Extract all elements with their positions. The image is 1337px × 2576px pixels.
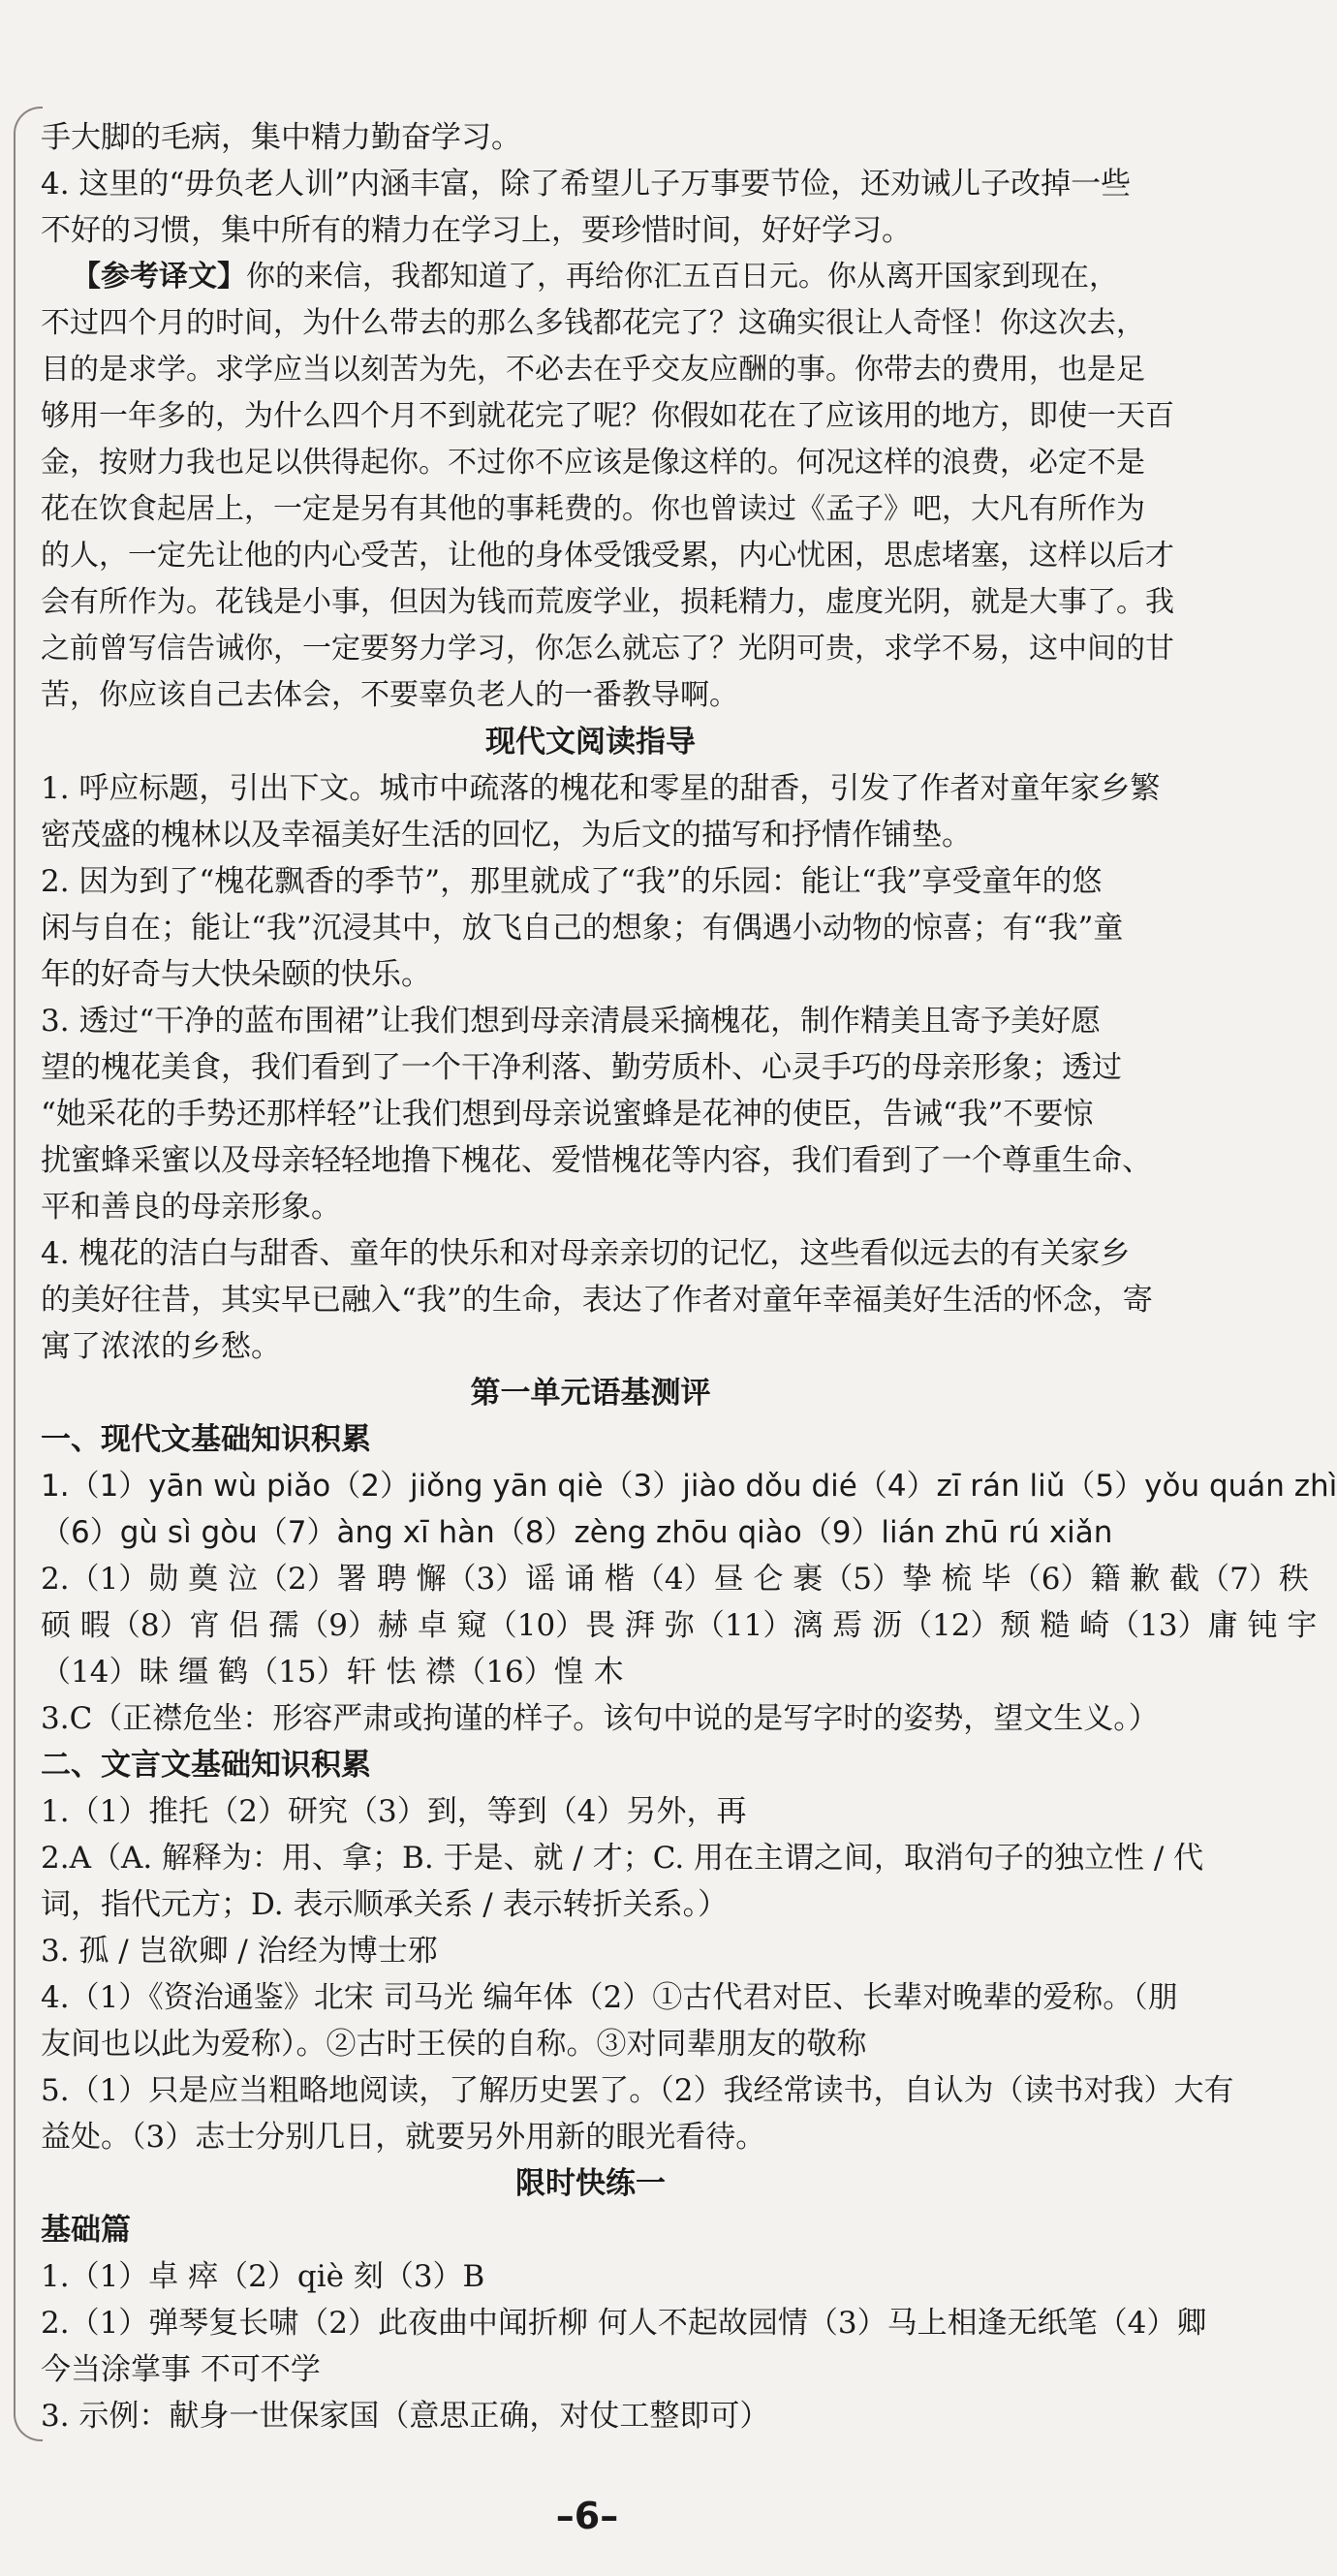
answer-line: 1.（1）yān wù piǎo（2）jiǒng yān qiè（3）jiào dǒu dié（4）zī rán liǔ（5）yǒu quán zhì: [41, 1469, 1337, 1504]
translation-line: 够用一年多的，为什么四个月不到就花完了呢？你假如花在了应该用的地方，即使一天百: [41, 399, 1174, 433]
answer-line: “她采花的手势还那样轻”让我们想到母亲说蜜蜂是花神的使臣，告诫“我”不要惊: [41, 1097, 1094, 1132]
section-unit-test: [41, 1370, 1337, 2160]
answer-line: 2.（1）勋 奠 泣（2）署 聘 懈（3）谣 诵 楷（4）昼 仑 裹（5）挚 梳 毕（6）籍 歉 截（7）秩: [41, 1562, 1309, 1597]
answer-line: 今当涂掌事 不可不学: [41, 2352, 321, 2387]
translation-line: 金，按财力我也足以供得起你。不过你不应该是像这样的。何况这样的浪费，必定不是: [41, 446, 1145, 480]
answer-line: 平和善良的母亲形象。: [41, 1190, 341, 1225]
answer-line: 词，指代元方；D. 表示顺承关系 / 表示转折关系。）: [41, 1887, 729, 1922]
answer-line: 2.（1）弹琴复长啸（2）此夜曲中闻折柳 何人不起故园情（3）马上相逢无纸笔（4）卿: [41, 2306, 1207, 2341]
translation-line: 目的是求学。求学应当以刻苦为先，不必去在乎交友应酬的事。你带去的费用，也是足: [41, 353, 1145, 387]
translation-text: 你的来信，我都知道了，再给你汇五百日元。你从离开国家到现在，: [246, 260, 1118, 294]
answer-line: 益处。（3）志士分别几日，就要另外用新的眼光看待。: [41, 2120, 766, 2155]
translation-line: 不过四个月的时间，为什么带去的那么多钱都花完了？这确实很让人奇怪！你这次去，: [41, 306, 1145, 340]
answer-line: 1.（1）卓 瘁（2）qiè 刻（3）B: [41, 2259, 485, 2294]
section-title: 现代文阅读指导: [485, 725, 696, 760]
section-letter-answers: [41, 114, 1174, 719]
answer-line: 望的槐花美食，我们看到了一个干净利落、勤劳质朴、心灵手巧的母亲形象；透过: [41, 1050, 1122, 1085]
answer-line: 闲与自在；能让“我”沉浸其中，放飞自己的想象；有偶遇小动物的惊喜；有“我”童: [41, 911, 1124, 946]
answer-line: 手大脚的毛病，集中精力勤奋学习。: [41, 120, 521, 155]
subsection-heading: 二、文言文基础知识积累: [41, 1748, 371, 1783]
answer-content: [41, 114, 1337, 2439]
answer-line: 的美好往昔，其实早已融入“我”的生命，表达了作者对童年幸福美好生活的怀念，寄: [41, 1283, 1153, 1318]
answer-line: 4.（1）《资治通鉴》北宋 司马光 编年体（2）①古代君对臣、长辈对晚辈的爱称。（朋: [41, 1980, 1178, 2015]
answer-line: （14）昧 缰 鹤（15）轩 怯 襟（16）惶 木: [41, 1655, 624, 1690]
answer-line: 4. 槐花的洁白与甜香、童年的快乐和对母亲亲切的记忆，这些看似远去的有关家乡: [41, 1236, 1131, 1271]
answer-line: 5.（1）只是应当粗略地阅读，了解历史罢了。（2）我经常读书，自认为（读书对我）大有: [41, 2073, 1234, 2108]
answer-line: 密茂盛的槐林以及幸福美好生活的回忆，为后文的描写和抒情作铺垫。: [41, 818, 972, 853]
section-title: 第一单元语基测评: [470, 1376, 711, 1411]
answer-line: 友间也以此为爱称）。②古时王侯的自称。③对同辈朋友的敬称: [41, 2027, 867, 2062]
answer-line: 1.（1）推托（2）研究（3）到，等到（4）另外，再: [41, 1794, 747, 1829]
answer-line: 3. 透过“干净的蓝布围裙”让我们想到母亲清晨采摘槐花，制作精美且寄予美好愿: [41, 1004, 1102, 1039]
translation-first-line: [41, 254, 1140, 300]
answer-line: 4. 这里的“毋负老人训”内涵丰富，除了希望儿子万事要节俭，还劝诫儿子改掉一些: [41, 167, 1132, 202]
answer-line: 不好的习惯，集中所有的精力在学习上，要珍惜时间，好好学习。: [41, 213, 912, 248]
translation-line: 苦，你应该自己去体会，不要辜负老人的一番教导啊。: [41, 678, 738, 712]
answer-line: 硕 暇（8）宵 侣 孺（9）赫 卓 窥（10）畏 湃 弥（11）漓 焉 沥（12）颓 糙 崎（13）庸 钝 宇: [41, 1608, 1318, 1643]
translation-label: 【参考译文】: [72, 260, 246, 294]
answer-line: 1. 呼应标题，引出下文。城市中疏落的槐花和零星的甜香，引发了作者对童年家乡繁: [41, 771, 1161, 806]
subsection-heading: 基础篇: [41, 2213, 131, 2248]
translation-line: 之前曾写信告诫你，一定要努力学习，你怎么就忘了？光阴可贵，求学不易，这中间的甘: [41, 632, 1174, 666]
translation-line: 花在饮食起居上，一定是另有其他的事耗费的。你也曾读过《孟子》吧，大凡有所作为: [41, 492, 1145, 526]
answer-line: 2. 因为到了“槐花飘香的季节”，那里就成了“我”的乐园：能让“我”享受童年的悠: [41, 864, 1103, 899]
section-timed-practice: [41, 2160, 1207, 2439]
answer-line: 3. 孤 / 岂欲卿 / 治经为博士邪: [41, 1934, 438, 1969]
page-number: –6–: [555, 2495, 619, 2537]
translation-line: 的人，一定先让他的内心受苦，让他的身体受饿受累，内心忧困，思虑堵塞，这样以后才: [41, 539, 1174, 573]
section-modern-reading: [41, 719, 1161, 1370]
answer-line: 3.C（正襟危坐：形容严肃或拘谨的样子。该句中说的是写字时的姿势，望文生义。）: [41, 1701, 1159, 1736]
answer-line: （6）gù sì gòu（7）àng xī hàn（8）zèng zhōu qiào（9）lián zhū rú xiǎn: [41, 1515, 1113, 1550]
binding-margin-line: [14, 107, 43, 2441]
answer-line: 寓了浓浓的乡愁。: [41, 1329, 281, 1364]
answer-line: 2.A（A. 解释为：用、拿；B. 于是、就 / 才；C. 用在主谓之间，取消句子的独立性 / 代: [41, 1841, 1204, 1876]
answer-line: 3. 示例：献身一世保家国（意思正确，对仗工整即可）: [41, 2399, 770, 2434]
answer-line: 扰蜜蜂采蜜以及母亲轻轻地撸下槐花、爱惜槐花等内容，我们看到了一个尊重生命、: [41, 1143, 1152, 1178]
translation-line: 会有所作为。花钱是小事，但因为钱而荒废学业，损耗精力，虚度光阴，就是大事了。我: [41, 585, 1174, 619]
section-title: 限时快练一: [515, 2166, 666, 2201]
subsection-heading: 一、现代文基础知识积累: [41, 1422, 371, 1457]
answer-line: 年的好奇与大快朵颐的快乐。: [41, 957, 431, 992]
